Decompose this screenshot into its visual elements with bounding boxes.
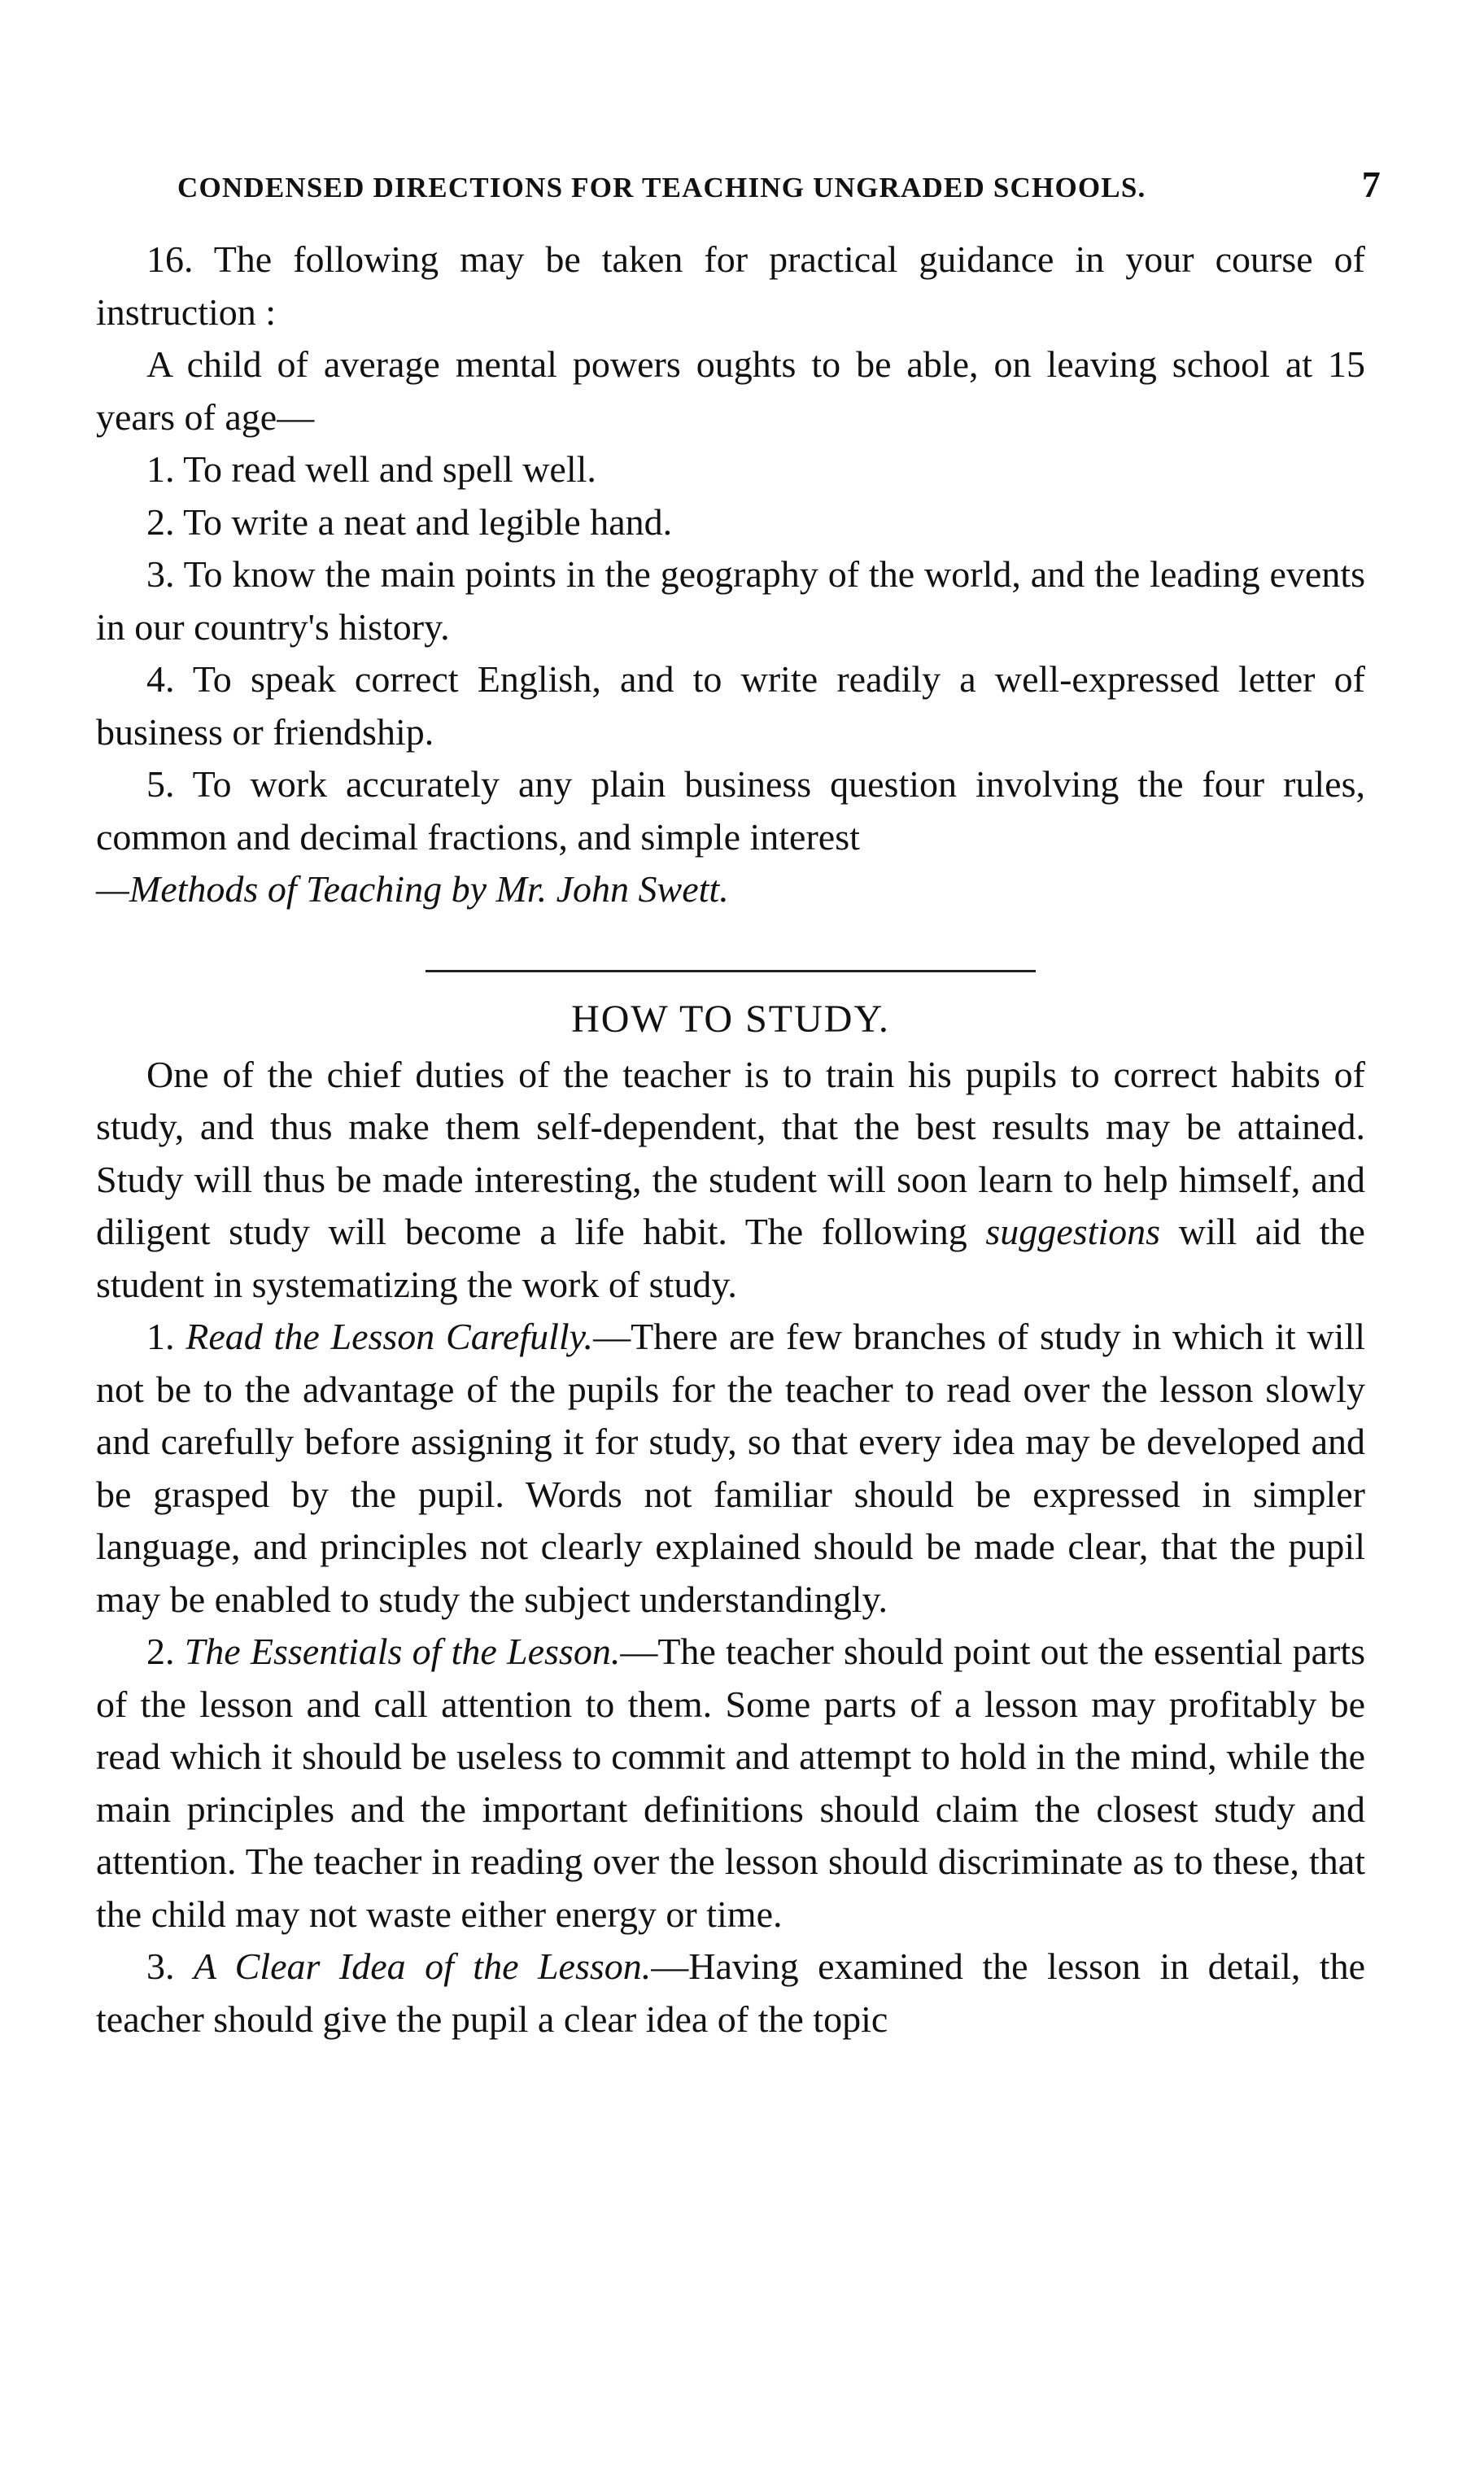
page-number: 7 xyxy=(1361,164,1381,205)
point-3-number: 3. xyxy=(146,1945,194,1987)
point-3-title: A Clear Idea of the Lesson. xyxy=(193,1945,652,1987)
point-1-title: Read the Lesson Carefully. xyxy=(186,1316,594,1357)
running-head xyxy=(177,163,1381,206)
paragraph-child-abilities: A child of average mental powers oughts to be able, on leaving school at 15 years of age— xyxy=(96,343,1365,438)
list-item-3: 3. To know the main points in the geography of the world, and the leading events in our country's history. xyxy=(96,553,1365,648)
list-item-2: 2. To write a neat and legible hand. xyxy=(146,500,673,543)
point-1-number: 1. xyxy=(146,1316,186,1357)
list-item-1: 1. To read well and spell well. xyxy=(146,448,596,490)
paragraph-16-intro: 16. The following may be taken for practical guidance in your course of instruction : xyxy=(96,238,1365,333)
intro-text: One of the chief duties of the teacher is to train his pupils to correct habits of study, and thus make them self-dependent, that the best results may be attained. Study will thus be made interesting, the student will soon learn to help himself, and diligent study will become a life habit. The following xyxy=(96,1053,1365,1252)
intro-text-end: will aid the student in systematizing the work of study. xyxy=(96,1211,1365,1305)
point-2-title: The Essentials of the Lesson. xyxy=(184,1631,621,1672)
section-divider xyxy=(426,970,1036,972)
citation xyxy=(96,863,1365,916)
point-2-number: 2. xyxy=(146,1631,185,1672)
list-item-4: 4. To speak correct English, and to write readily a well-expressed letter of business or friendship. xyxy=(96,658,1365,753)
section-heading: HOW TO STUDY. xyxy=(571,997,890,1041)
point-3-text: —Having examined the lesson in detail, the teacher should give the pupil a clear idea of the topic xyxy=(96,1945,1365,2040)
list-item-5: 5. To work accurately any plain business question involving the four rules, common and decimal fractions, and simple interest xyxy=(96,763,1365,858)
point-1 xyxy=(96,1311,1365,1626)
intro-emphasis: suggestions xyxy=(985,1211,1161,1252)
point-2 xyxy=(96,1626,1365,1941)
point-2-text: —The teacher should point out the essential parts of the lesson and call attention to them. Some parts of a lesson may profitably be read which it should be useless to commit and attempt to hold in the mind, while the main principles and the important definitions should claim the closest study and attention. The teacher in reading over the lesson should discriminate as to these, that the child may not waste either energy or time. xyxy=(96,1631,1365,1935)
point-1-text: —There are few branches of study in which it will not be to the advantage of the pupils for the teacher to read over the lesson slowly and carefully before assigning it for study, so that every idea may be developed and be grasped by the pupil. Words not familiar should be expressed in simpler language, and principles not clearly explained should be made clear, that the pupil may be enabled to study the subject understandingly. xyxy=(96,1316,1366,1620)
running-head-title: CONDENSED DIRECTIONS FOR TEACHING UNGRADED SCHOOLS. xyxy=(177,172,1146,203)
point-3 xyxy=(96,1941,1365,2046)
paragraph-how-to-study-intro xyxy=(96,1049,1365,1312)
citation-text: —Methods of Teaching by Mr. John Swett. xyxy=(96,868,729,910)
book-page xyxy=(96,163,1381,2046)
